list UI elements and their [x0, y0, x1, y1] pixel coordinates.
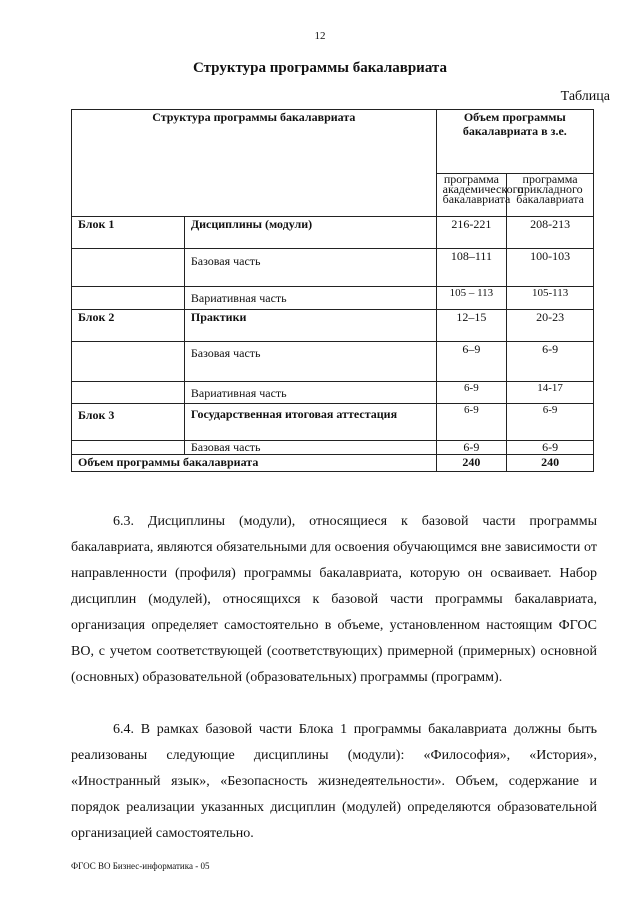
academic-value: 108–111	[436, 249, 507, 287]
empty-block-cell	[72, 249, 185, 287]
table-label: Таблица	[560, 89, 610, 104]
block-label: Блок 2	[72, 310, 185, 342]
academic-value: 6-9	[436, 441, 507, 455]
table-row	[72, 217, 594, 249]
table-row	[72, 382, 594, 404]
applied-total: 240	[507, 455, 594, 472]
table-row	[72, 441, 594, 455]
block-name: Практики	[184, 310, 436, 342]
academic-value: 6-9	[436, 404, 507, 441]
table-header-row	[72, 110, 594, 174]
part-name: Вариативная часть	[184, 382, 436, 404]
applied-value: 208-213	[507, 217, 594, 249]
paragraph-6-3: 6.3. Дисциплины (модули), относящиеся к базовой части программы бакалавриата, являются обязательными для освоения обучающимся вне зависимости от направленности (профиля) программы бакалавриата, которую он осваивает. Набор дисциплин (модулей), относящихся к базовой части программы бакалавриата, организация определяет самостоятельно в объеме, установленном настоящим ФГОС ВО, с учетом соответствующей (соответствующих) примерной (примерных) основной (основных) образовательной (образовательных) программы (программ).	[71, 514, 597, 685]
part-name: Вариативная часть	[184, 287, 436, 310]
header-applied: программа прикладного бакалавриата	[507, 174, 594, 217]
academic-value: 12–15	[436, 310, 507, 342]
page-title: Структура программы бакалавриата	[193, 60, 447, 76]
header-volume: Объем программы бакалавриата в з.е.	[436, 110, 593, 174]
table-row	[72, 404, 594, 441]
footer-note: ФГОС ВО Бизнес-информатика - 05	[71, 861, 210, 871]
part-name: Базовая часть	[184, 249, 436, 287]
empty-block-cell	[72, 342, 185, 382]
page-number: 12	[314, 30, 326, 42]
block-label: Блок 3	[72, 404, 185, 441]
empty-block-cell	[72, 382, 185, 404]
header-structure: Структура программы бакалавриата	[72, 110, 437, 217]
total-label: Объем программы бакалавриата	[72, 455, 437, 472]
applied-value: 6-9	[507, 342, 594, 382]
academic-value: 105 – 113	[436, 287, 507, 310]
program-structure-table	[71, 109, 594, 472]
part-name: Базовая часть	[184, 342, 436, 382]
applied-value: 14-17	[507, 382, 594, 404]
applied-value: 6-9	[507, 404, 594, 441]
applied-value: 100-103	[507, 249, 594, 287]
paragraph-6-4: 6.4. В рамках базовой части Блока 1 программы бакалавриата должны быть реализованы следующие дисциплины (модули): «Философия», «История», «Иностранный язык», «Безопасность жизнедеятельности». Объем, содержание и порядок реализации указанных дисциплин (модулей) определяются образовательной организацией самостоятельно.	[71, 722, 597, 841]
part-name: Базовая часть	[184, 441, 436, 455]
empty-block-cell	[72, 287, 185, 310]
block-name: Государственная итоговая аттестация	[184, 404, 436, 441]
applied-value: 105-113	[507, 287, 594, 310]
block-label: Блок 1	[72, 217, 185, 249]
table-row	[72, 287, 594, 310]
academic-value: 216-221	[436, 217, 507, 249]
applied-value: 20-23	[507, 310, 594, 342]
block-name: Дисциплины (модули)	[184, 217, 436, 249]
table-row	[72, 342, 594, 382]
header-academic: программа академического бакалавриата	[436, 174, 507, 217]
table-row	[72, 310, 594, 342]
table-total-row	[72, 455, 594, 472]
table-row	[72, 249, 594, 287]
academic-value: 6-9	[436, 382, 507, 404]
empty-block-cell	[72, 441, 185, 455]
academic-value: 6–9	[436, 342, 507, 382]
academic-total: 240	[436, 455, 507, 472]
applied-value: 6-9	[507, 441, 594, 455]
